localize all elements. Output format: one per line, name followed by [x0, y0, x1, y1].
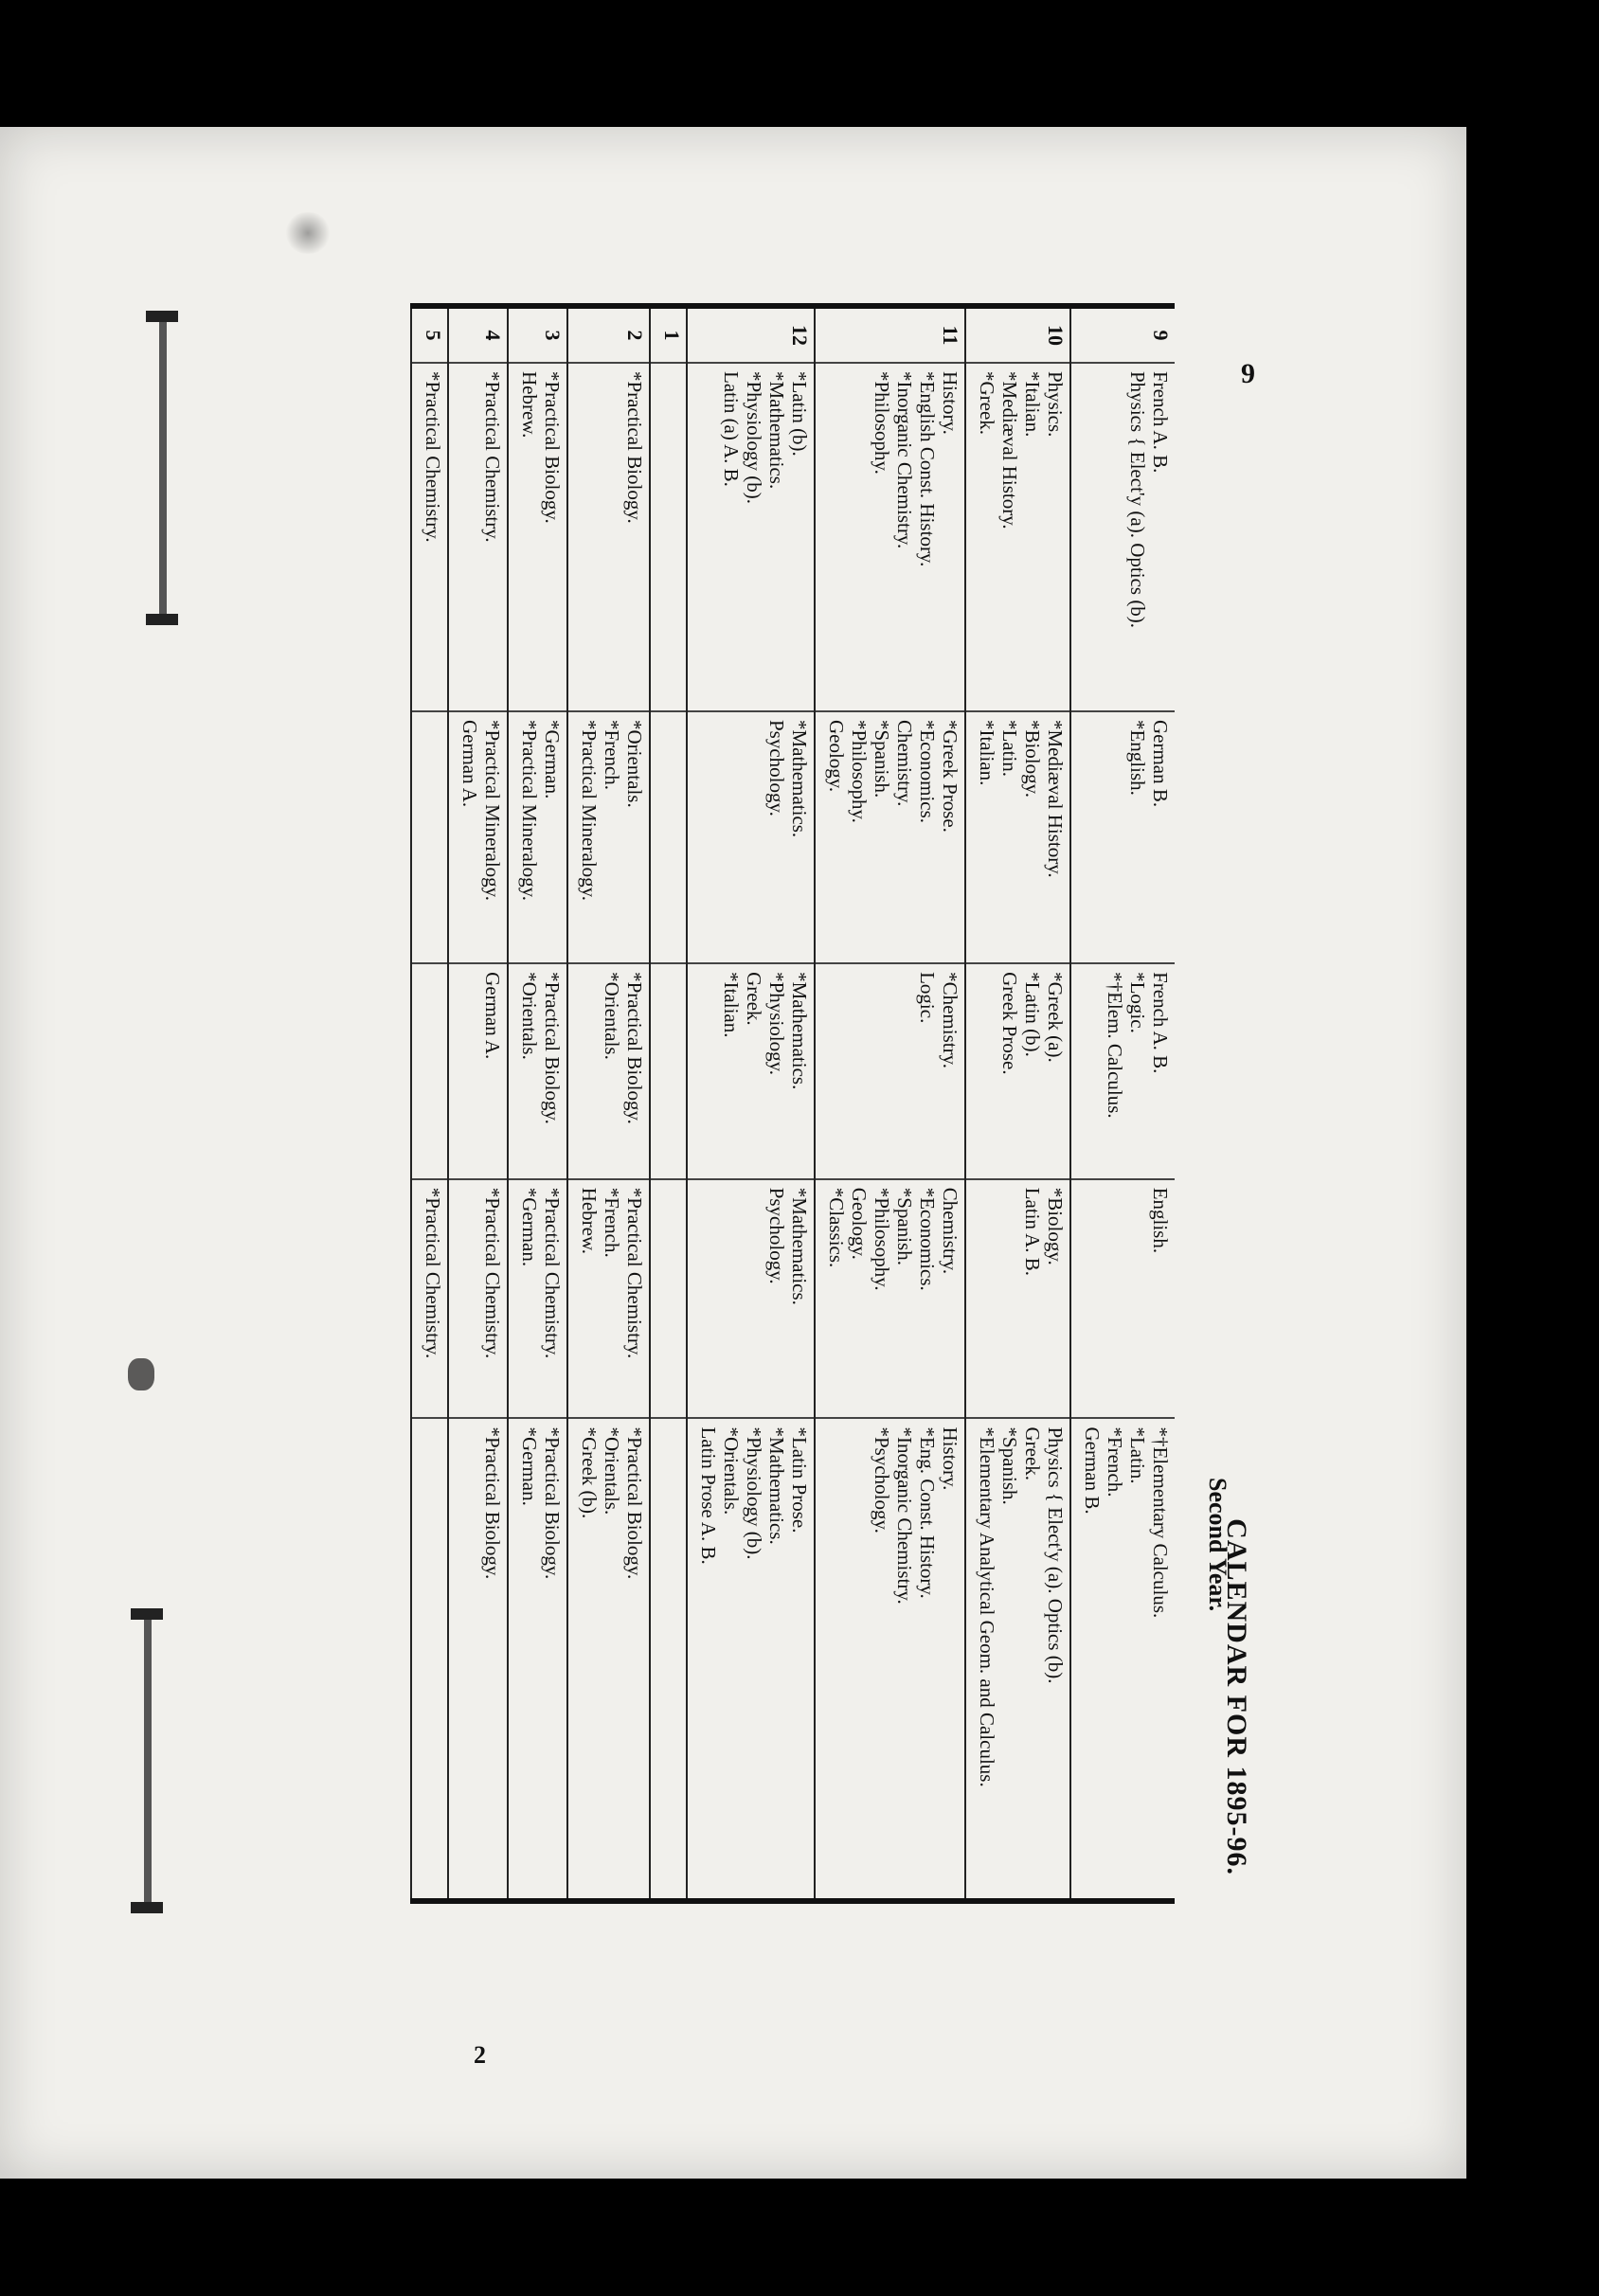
timetable-cell — [1070, 963, 1175, 1179]
course-entry: History. — [939, 371, 961, 435]
timetable-cell — [567, 1179, 650, 1419]
timetable-cell — [567, 963, 650, 1179]
course-entry: *Philosophy. — [848, 719, 871, 823]
course-entry: *English. — [1126, 719, 1149, 796]
timetable-cell — [448, 363, 508, 711]
timetable-cell — [567, 363, 650, 711]
course-entry: Greek Prose. — [998, 972, 1021, 1075]
hour-label: 10 — [965, 306, 1070, 363]
timetable-cell — [965, 963, 1070, 1179]
course-entry: *Practical Biology. — [623, 1426, 646, 1580]
timetable-cell — [815, 1418, 965, 1901]
timetable-row — [448, 306, 508, 1901]
course-entry: *Practical Chemistry. — [481, 1187, 504, 1359]
hour-label: 3 — [508, 306, 567, 363]
course-entry: *Physiology (b). — [743, 371, 765, 505]
course-entry: Latin Prose A. B. — [697, 1426, 720, 1565]
course-entry: *German. — [541, 719, 564, 799]
course-entry: *French. — [601, 1187, 623, 1258]
timetable-cell — [411, 963, 448, 1179]
course-entry: *Orientals. — [601, 1426, 623, 1516]
timetable-cell — [448, 711, 508, 963]
hour-label: 12 — [687, 306, 815, 363]
course-entry: *Spanish. — [871, 719, 893, 798]
timetable-cell — [411, 363, 448, 711]
course-entry: *Practical Mineralogy. — [481, 719, 504, 902]
course-entry: Geology. — [825, 719, 848, 793]
timetable-cell — [687, 963, 815, 1179]
course-entry: English. — [1149, 1187, 1172, 1254]
course-entry: *Mathematics. — [765, 1426, 788, 1545]
timetable-cell — [1070, 1179, 1175, 1419]
course-entry: Hebrew. — [518, 371, 541, 439]
course-entry: *Latin (b). — [788, 371, 811, 457]
course-entry: French A. B. — [1149, 972, 1172, 1074]
course-entry: *†Elem. Calculus. — [1104, 972, 1126, 1119]
hour-label: 5 — [411, 306, 448, 363]
course-entry: *Practical Mineralogy. — [518, 719, 541, 902]
course-entry: *Greek Prose. — [939, 719, 961, 833]
timetable-cell — [448, 1179, 508, 1419]
course-entry: *English Const. History. — [916, 371, 939, 567]
timetable-cell — [448, 963, 508, 1179]
timetable-cell — [650, 711, 687, 963]
course-entry: *French. — [1104, 1426, 1126, 1498]
course-entry: *Physiology (b). — [743, 1426, 765, 1560]
running-head-title: CALENDAR FOR 1895-96. — [1221, 1518, 1252, 1875]
course-entry: *Orientals. — [623, 719, 646, 808]
course-entry: *Italian. — [976, 719, 998, 786]
timetable-cell — [650, 1418, 687, 1901]
course-entry: *Inorganic Chemistry. — [893, 1426, 916, 1605]
timetable-cell — [411, 1179, 448, 1419]
course-entry: Physics. — [1044, 371, 1067, 438]
course-entry: *Mathematics. — [788, 1187, 811, 1305]
timetable-cell — [687, 711, 815, 963]
course-entry: Geology. — [848, 1187, 871, 1260]
course-entry: Chemistry. — [893, 719, 916, 807]
course-entry: Greek. — [743, 972, 765, 1026]
hour-label: 2 — [567, 306, 650, 363]
course-entry: *Philosophy. — [871, 371, 893, 475]
course-entry: *Practical Biology. — [623, 972, 646, 1124]
timetable — [410, 303, 1175, 1904]
page-number: 9 — [1241, 358, 1255, 389]
timetable-cell — [1070, 1418, 1175, 1901]
course-entry: *Economics. — [916, 1187, 939, 1291]
timetable-row — [687, 306, 815, 1901]
course-entry: *Physiology. — [765, 972, 788, 1076]
course-entry: *Mathematics. — [765, 371, 788, 490]
course-entry: Latin (a) A. B. — [720, 371, 743, 487]
timetable-cell — [508, 963, 567, 1179]
hour-label: 4 — [448, 306, 508, 363]
course-entry: *Mathematics. — [788, 972, 811, 1090]
timetable-row — [650, 306, 687, 1901]
ink-smudge — [284, 212, 332, 254]
timetable-cell — [650, 363, 687, 711]
timetable-row — [1070, 306, 1175, 1901]
course-entry: *Mediæval History. — [1044, 719, 1067, 878]
rotated-page-content — [417, 303, 1269, 1913]
course-entry: *Italian. — [720, 972, 743, 1038]
timetable-cell — [815, 363, 965, 711]
course-entry: *Practical Biology. — [481, 1426, 504, 1580]
timetable-row — [567, 306, 650, 1901]
course-entry: Psychology. — [765, 1187, 788, 1284]
course-entry: Psychology. — [765, 719, 788, 816]
timetable-cell — [448, 1418, 508, 1901]
course-entry: Latin A. B. — [1021, 1187, 1044, 1277]
course-entry: *Practical Biology. — [541, 972, 564, 1124]
course-entry: German B. — [1081, 1426, 1104, 1515]
course-entry: *French. — [601, 719, 623, 791]
timetable-cell — [508, 363, 567, 711]
course-entry: *Classics. — [825, 1187, 848, 1268]
timetable-row — [815, 306, 965, 1901]
timetable-cell — [815, 711, 965, 963]
course-entry: *Chemistry. — [939, 972, 961, 1068]
course-entry: *Practical Chemistry. — [541, 1187, 564, 1359]
timetable-cell — [508, 711, 567, 963]
course-entry: *Practical Chemistry. — [623, 1187, 646, 1359]
timetable-cell — [687, 363, 815, 711]
course-entry: *Latin (b). — [1021, 972, 1044, 1057]
timetable-cell — [965, 1418, 1070, 1901]
timetable-cell — [965, 1179, 1070, 1419]
course-entry: *Italian. — [1021, 371, 1044, 438]
binding-clip-top — [159, 316, 167, 619]
course-entry: Physics { Elect'y (a). Optics (b). — [1044, 1426, 1067, 1684]
side-label: 2 — [474, 2041, 486, 2069]
course-entry: *Philosophy. — [871, 1187, 893, 1291]
course-entry: Physics { Elect'y (a). Optics (b). — [1126, 371, 1149, 629]
course-entry: *German. — [518, 1187, 541, 1267]
course-entry: *Latin Prose. — [788, 1426, 811, 1534]
timetable-cell — [567, 1418, 650, 1901]
course-entry: Chemistry. — [939, 1187, 961, 1275]
timetable-cell — [567, 711, 650, 963]
course-entry: *Orientals. — [720, 1426, 743, 1516]
timetable-cell — [650, 963, 687, 1179]
course-entry: *†Elementary Calculus. — [1149, 1426, 1172, 1619]
course-entry: Hebrew. — [578, 1187, 601, 1255]
course-entry: *Spanish. — [893, 1187, 916, 1265]
course-entry: *Biology. — [1021, 719, 1044, 798]
course-entry: French A. B. — [1149, 371, 1172, 474]
hour-label: 1 — [650, 306, 687, 363]
course-entry: *Latin. — [998, 719, 1021, 778]
course-entry: *German. — [518, 1426, 541, 1506]
course-entry: *Greek (a). — [1044, 972, 1067, 1063]
timetable-cell — [411, 711, 448, 963]
course-entry: *Economics. — [916, 719, 939, 824]
course-entry: *Inorganic Chemistry. — [893, 371, 916, 549]
course-entry: *Practical Chemistry. — [422, 371, 444, 543]
timetable-cell — [508, 1179, 567, 1419]
timetable-cell — [508, 1418, 567, 1901]
course-entry: *Psychology. — [871, 1426, 893, 1534]
timetable-cell — [1070, 363, 1175, 711]
timetable-cell — [687, 1179, 815, 1419]
course-entry: *Practical Chemistry. — [481, 371, 504, 543]
course-entry: *Orientals. — [601, 972, 623, 1060]
course-entry: German B. — [1149, 719, 1172, 808]
ink-blot — [128, 1358, 154, 1390]
course-entry: *Elementary Analytical Geom. and Calculus. — [976, 1426, 998, 1787]
course-entry: *Mediæval History. — [998, 371, 1021, 529]
course-entry: *Logic. — [1126, 972, 1149, 1033]
course-entry: *Greek. — [976, 371, 998, 436]
course-entry: *Practical Biology. — [623, 371, 646, 524]
course-entry: *Spanish. — [998, 1426, 1021, 1505]
course-entry: Greek. — [1021, 1426, 1044, 1481]
course-entry: *Eng. Const. History. — [916, 1426, 939, 1599]
timetable-cell — [411, 1418, 448, 1901]
course-entry: German A. — [458, 719, 481, 808]
timetable-row — [965, 306, 1070, 1901]
course-entry: *Practical Biology. — [541, 1426, 564, 1580]
course-entry: History. — [939, 1426, 961, 1491]
course-entry: *Mathematics. — [788, 719, 811, 838]
timetable-row — [411, 306, 448, 1901]
hour-label: 11 — [815, 306, 965, 363]
timetable-cell — [1070, 711, 1175, 963]
timetable-cell — [650, 1179, 687, 1419]
timetable-row — [508, 306, 567, 1901]
course-entry: German A. — [481, 972, 504, 1060]
section-title: Second Year. — [1204, 1478, 1231, 1612]
binding-clip-bottom — [144, 1614, 152, 1908]
timetable-cell — [965, 363, 1070, 711]
course-entry: *Greek (b). — [578, 1426, 601, 1519]
course-entry: *Orientals. — [518, 972, 541, 1060]
course-entry: Logic. — [916, 972, 939, 1024]
timetable-cell — [815, 963, 965, 1179]
timetable-cell — [965, 711, 1070, 963]
course-entry: *Practical Mineralogy. — [578, 719, 601, 902]
running-head — [1213, 303, 1269, 1913]
hour-label: 9 — [1070, 306, 1175, 363]
course-entry: *Biology. — [1044, 1187, 1067, 1265]
course-entry: *Practical Biology. — [541, 371, 564, 524]
course-entry: *Latin. — [1126, 1426, 1149, 1484]
timetable-cell — [815, 1179, 965, 1419]
timetable-cell — [687, 1418, 815, 1901]
course-entry: *Practical Chemistry. — [422, 1187, 444, 1359]
